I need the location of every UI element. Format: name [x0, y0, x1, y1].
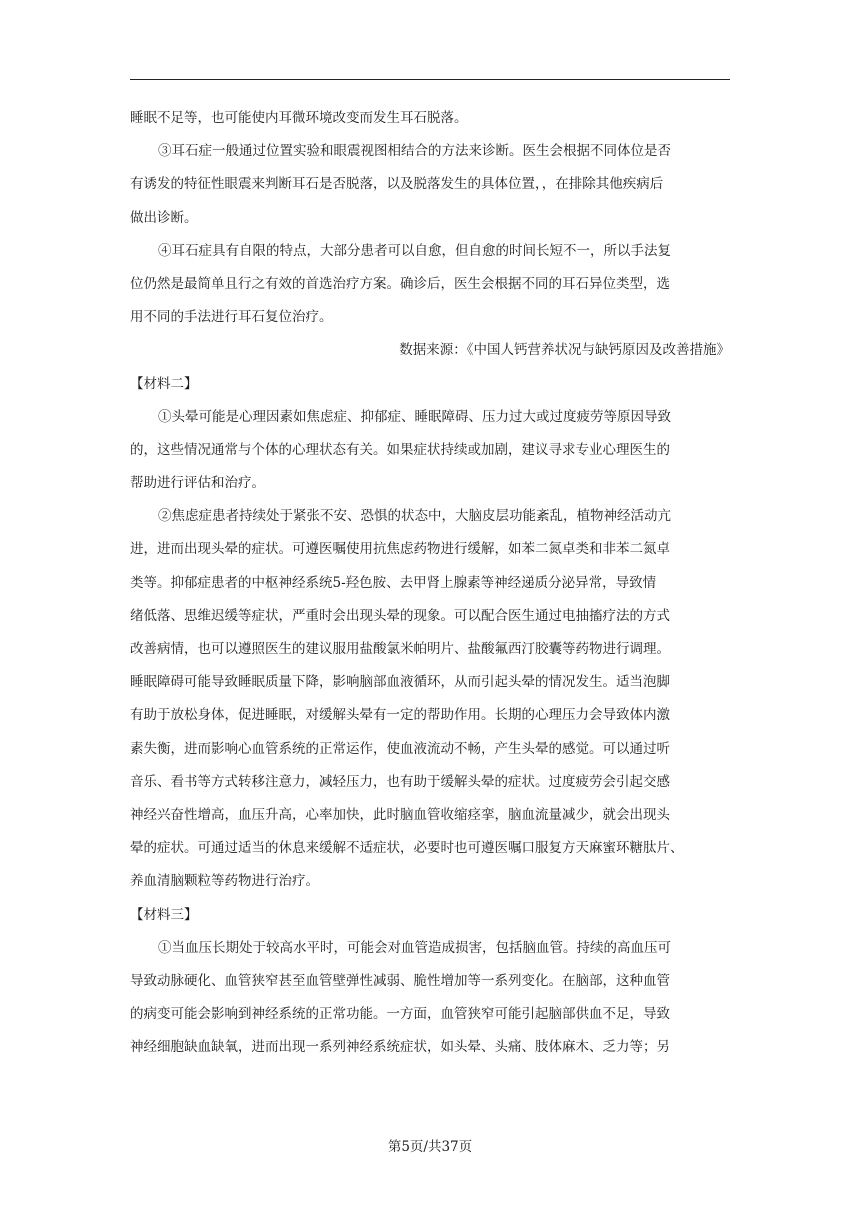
text-line: 用不同的手法进行耳石复位治疗。 [130, 309, 333, 326]
text-line: 导致动脉硬化、血管狭窄甚至血管壁弹性减弱、脆性增加等一系列变化。在脑部，这种血管 [130, 972, 670, 989]
text-line: 绪低落、思维迟缓等症状，严重时会出现头晕的现象。可以配合医生通过电抽搐疗法的方式 [130, 607, 670, 624]
paragraph-3-line: ③耳石症一般通过位置实验和眼震视图相结合的方法来诊断。医生会根据不同体位是否 [158, 143, 671, 160]
section-heading-material-2: 【材料二】 [130, 375, 198, 392]
section-heading-material-3: 【材料三】 [130, 906, 198, 923]
text-line: 神经细胞缺血缺氧，进而出现一系列神经系统症状，如头晕、头痛、肢体麻木、乏力等；另 [130, 1039, 670, 1056]
text-line: 做出诊断。 [130, 209, 198, 226]
text-line: 素失衡，进而影响心血管系统的正常运作，使血液流动不畅，产生头晕的感觉。可以通过听 [130, 740, 670, 757]
header-rule [130, 79, 730, 80]
text-line: 养血清脑颗粒等药物进行治疗。 [130, 873, 319, 890]
text-line: 的病变可能会影响到神经系统的正常功能。一方面，血管狭窄可能引起脑部供血不足，导致 [130, 1006, 670, 1023]
page-body [130, 102, 730, 1064]
source-citation: 数据来源：《中国人钙营养状况与缺钙原因及改善措施》 [399, 342, 730, 359]
text-line: 睡眠障碍可能导致睡眠质量下降，影响脑部血液循环，从而引起头晕的情况发生。适当泡脚 [130, 674, 670, 691]
paragraph-line: ①当血压长期处于较高水平时，可能会对血管造成损害，包括脑血管。持续的高血压可 [158, 939, 671, 956]
text-line: 改善病情，也可以遵照医生的建议服用盐酸氯米帕明片、盐酸氟西汀胶囊等药物进行调理。 [130, 641, 670, 657]
text-line: 睡眠不足等，也可能使内耳微环境改变而发生耳石脱落。 [130, 110, 468, 126]
page-footer: 第5页/共37页 [387, 1139, 473, 1155]
text-line: 神经兴奋性增高，血压升高，心率加快，此时脑血管收缩痉挛，脑血流量减少，就会出现头 [130, 806, 670, 823]
paragraph-line: ②焦虑症患者持续处于紧张不安、恐惧的状态中，大脑皮层功能紊乱，植物神经活动亢 [158, 508, 671, 525]
text-line: 有助于放松身体，促进睡眠，对缓解头晕有一定的帮助作用。长期的心理压力会导致体内激 [130, 707, 670, 724]
text-line: 的，这些情况通常与个体的心理状态有关。如果症状持续或加剧，建议寻求专业心理医生的 [130, 441, 670, 458]
text-line: 有诱发的特征性眼震来判断耳石是否脱落，以及脱落发生的具体位置，，在排除其他疾病后 [130, 176, 664, 193]
paragraph-4-line: ④耳石症具有自限的特点，大部分患者可以自愈，但自愈的时间长短不一，所以手法复 [158, 242, 671, 259]
text-line: 帮助进行评估和治疗。 [130, 475, 265, 492]
text-line: 晕的症状。可通过适当的休息来缓解不适症状，必要时也可遵医嘱口服复方天麻蜜环糖肽片、 [130, 840, 684, 857]
text-line: 进，进而出现头晕的症状。可遵医嘱使用抗焦虑药物进行缓解，如苯二氮卓类和非苯二氮卓 [130, 541, 670, 558]
text-line: 音乐、看书等方式转移注意力，减轻压力，也有助于缓解头晕的症状。过度疲劳会引起交感 [130, 773, 670, 790]
text-line: 位仍然是最简单且行之有效的首选治疗方案。确诊后，医生会根据不同的耳石异位类型，选 [130, 275, 670, 292]
paragraph-line: ①头晕可能是心理因素如焦虑症、抑郁症、睡眠障碍、压力过大或过度疲劳等原因导致 [158, 408, 671, 425]
text-line: 类等。抑郁症患者的中枢神经系统5-羟色胺、去甲肾上腺素等神经递质分泌异常，导致情 [130, 574, 657, 591]
